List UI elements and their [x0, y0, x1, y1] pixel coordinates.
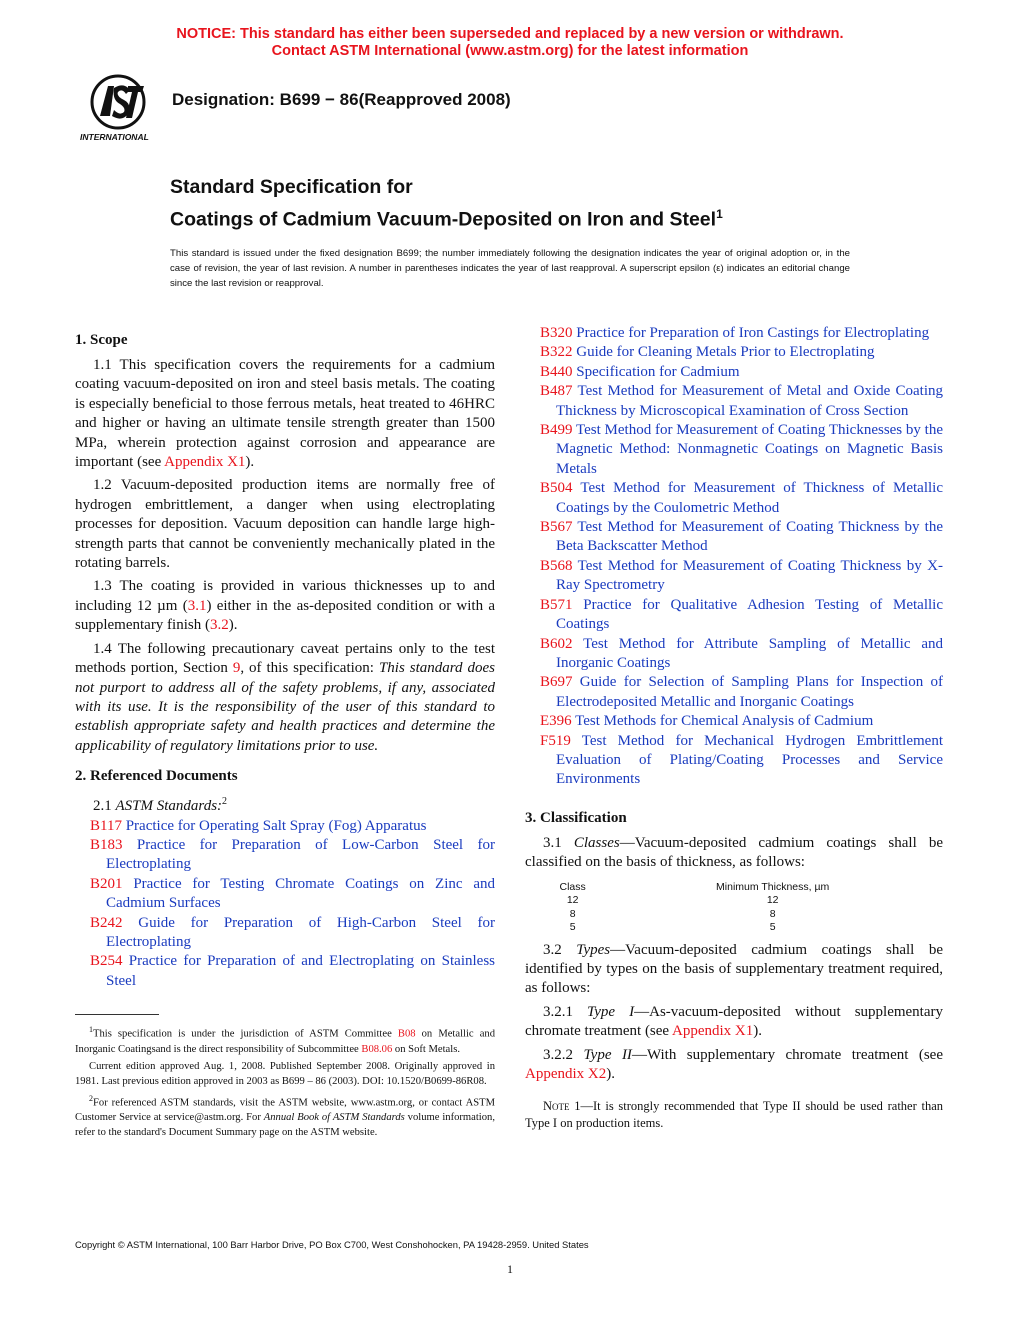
- reference-item: [525, 479, 943, 518]
- scope-1-3-text: 1.3 The coating is provided in various thicknesses up to and including 12 µm (: [75, 578, 495, 614]
- table-cell: 8: [569, 907, 576, 920]
- reference-title-link[interactable]: Test Method for Measurement of Coating Thicknesses by the Magnetic Method: Nonmagnetic Coatings on Magnetic Basis Metals: [556, 422, 943, 477]
- section-heading-classification: 3. Classification: [525, 809, 627, 826]
- reference-item: [525, 382, 943, 421]
- reference-title-link[interactable]: Practice for Operating Salt Spray (Fog) Apparatus: [121, 817, 427, 834]
- reference-code-link[interactable]: B201: [90, 875, 123, 892]
- scope-1-2: 1.2 Vacuum-deposited production items are normally free of hydrogen embrittlement, a danger when using electroplating processes for deposition. Vacuum deposition can handle large high-strength parts that cannot be conveniently mechanically plated in the rotating barrels.: [75, 477, 495, 572]
- note-text: —It is strongly recommended that Type II should be used rather than Type I on production items.: [525, 1099, 943, 1131]
- table-row: [535, 894, 935, 908]
- scope-1-1-text: 1.1 This specification covers the requirements for a cadmium coating vacuum-deposited on iron and steel basis metals. The coating is especially beneficial to those ferrous metals, heat treated to 46HRC and higher or having an ultimate tensile strength greater than 1500 MPa, wherein protection against corrosion and appearance are important (see: [75, 357, 495, 471]
- type-ii-label: Type II: [583, 1046, 632, 1063]
- footnote-2-mark: 2: [89, 1093, 93, 1103]
- reference-code-link[interactable]: B567: [540, 519, 573, 536]
- safety-caveat: This standard does not purport to address all of the safety problems, if any, associated with its use. It is the responsibility of the user of this standard to establish appropriate safety and health practices and determine the applicability of regulatory limitations prior to use.: [75, 660, 496, 754]
- reference-code-link[interactable]: B254: [90, 953, 123, 970]
- table-header-thickness: Minimum Thickness, µm: [716, 880, 830, 893]
- committee-b08-link[interactable]: B08: [397, 1028, 416, 1040]
- section-heading-referenced: 2. Referenced Documents: [75, 768, 238, 785]
- page-number: 1: [507, 1262, 513, 1276]
- referenced-footnote-mark: 2: [222, 796, 228, 808]
- appendix-x2-link[interactable]: Appendix X2: [525, 1066, 607, 1082]
- table-cell: 5: [769, 921, 776, 934]
- table-row: [535, 921, 935, 935]
- type-i-label: Type I: [587, 1003, 635, 1020]
- classification-3-2-1: [525, 1003, 943, 1042]
- reference-item: [75, 875, 495, 914]
- reference-item: [525, 421, 943, 479]
- section-3-2-link[interactable]: 3.2: [209, 617, 229, 634]
- reference-title-link[interactable]: Practice for Testing Chromate Coatings on Zinc and Cadmium Surfaces: [106, 875, 495, 912]
- designation: Designation: B699 − 86(Reapproved 2008): [172, 90, 511, 109]
- notice-line-2: Contact ASTM International (www.astm.org) for the latest information: [271, 43, 749, 59]
- reference-code-link[interactable]: F519: [540, 732, 571, 749]
- reference-title-link[interactable]: Test Method for Measurement of Thickness of Metallic Coatings by the Coulometric Method: [556, 480, 943, 516]
- reference-code-link[interactable]: B571: [540, 596, 573, 613]
- page-title: [170, 174, 723, 234]
- reference-title-link[interactable]: Practice for Preparation of and Electroplating on Stainless Steel: [106, 953, 495, 989]
- classification-3-1-num: 3.1: [543, 834, 574, 851]
- referenced-intro-num: 2.1: [93, 798, 116, 815]
- title-line-2: [170, 201, 723, 234]
- footnote-1-mark: 1: [89, 1025, 93, 1034]
- title-footnote-mark: 1: [716, 207, 723, 221]
- scope-1-3: [75, 577, 495, 635]
- section-heading-scope: 1. Scope: [75, 332, 128, 348]
- reference-item: [525, 518, 943, 557]
- reference-title-link[interactable]: Specification for Cadmium: [572, 363, 740, 380]
- title-line-1: Standard Specification for: [170, 176, 413, 198]
- reference-title-link[interactable]: Test Method for Measurement of Coating Thickness by X-Ray Spectrometry: [556, 557, 943, 594]
- reference-code-link[interactable]: B697: [540, 674, 573, 691]
- reference-title-link[interactable]: Practice for Preparation of Iron Castings for Electroplating: [572, 325, 930, 341]
- reference-title-link[interactable]: Test Method for Measurement of Metal and Oxide Coating Thickness by Microscopical Examination of Cross Section: [556, 383, 943, 419]
- footnote-2-end: volume information, refer to the standard's Document Summary page on the ASTM website.: [75, 1112, 495, 1139]
- reference-item: [75, 836, 495, 875]
- reference-item: [75, 817, 495, 836]
- classification-3-2-2-end: ).: [606, 1066, 615, 1082]
- reference-code-link[interactable]: B440: [540, 363, 573, 380]
- reference-item: [525, 673, 943, 712]
- table-cell: 5: [569, 921, 576, 934]
- table-cell: 8: [769, 907, 776, 920]
- reference-title-link[interactable]: Guide for Selection of Sampling Plans for Inspection of Electrodeposited Metallic and Inorganic Coatings: [556, 674, 943, 710]
- reference-title-link[interactable]: Guide for Preparation of High-Carbon Steel for Electroplating: [106, 914, 495, 950]
- classification-3-2-num: 3.2: [543, 941, 577, 958]
- classes-table: [535, 881, 935, 935]
- classification-3-2-1-end: ).: [753, 1023, 763, 1040]
- reference-code-link[interactable]: B183: [90, 836, 123, 853]
- logo-text: INTERNATIONAL: [80, 132, 149, 142]
- reference-item: [525, 557, 943, 596]
- reference-code-link[interactable]: B320: [540, 325, 573, 341]
- types-label: Types: [576, 941, 611, 958]
- reference-title-link[interactable]: Test Method for Measurement of Coating Thickness by the Beta Backscatter Method: [556, 519, 943, 555]
- scope-1-1: [75, 356, 495, 472]
- scope-1-1-end: ).: [245, 454, 255, 471]
- referenced-intro: [75, 792, 495, 816]
- reference-item: [75, 952, 495, 991]
- reference-code-link[interactable]: B242: [90, 914, 123, 931]
- reference-code-link[interactable]: B117: [90, 817, 122, 834]
- footnotes: [75, 1022, 495, 1142]
- reference-item: [525, 732, 943, 790]
- footnote-2-text: For referenced ASTM standards, visit the ASTM website, www.astm.org, or contact ASTM Customer Service at service@astm.org. For: [75, 1097, 495, 1124]
- reference-code-link[interactable]: B487: [540, 383, 573, 400]
- reference-code-link[interactable]: B568: [540, 557, 573, 574]
- reference-item: [525, 635, 943, 674]
- reference-code-link[interactable]: B499: [540, 422, 573, 439]
- notice-line-1: NOTICE: This standard has either been superseded and replaced by a new version or withdrawn.: [176, 26, 844, 42]
- classification-3-2-2-text: —With supplementary chromate treatment (see: [631, 1046, 943, 1063]
- classification-3-2-text: —Vacuum-deposited cadmium coatings shall be identified by types on the basis of supplementary treatment required, as follows:: [525, 941, 943, 997]
- classification-3-2-2-num: 3.2.2: [543, 1046, 584, 1063]
- reference-title-link[interactable]: Test Methods for Chemical Analysis of Cadmium: [571, 713, 874, 730]
- reference-code-link[interactable]: B504: [540, 480, 573, 497]
- table-row: [535, 908, 935, 922]
- reference-title-link[interactable]: Test Method for Mechanical Hydrogen Embrittlement Evaluation of Plating/Coating Processes and Service Environments: [556, 732, 943, 788]
- right-reference-list: [525, 324, 943, 790]
- footnote-1-end: on Soft Metals.: [392, 1043, 460, 1055]
- reference-item: [75, 914, 495, 953]
- reference-code-link[interactable]: B602: [540, 635, 573, 652]
- footnote-1-mid: on Metallic and Inorganic Coatingsand is the direct responsibility of Subcommittee: [75, 1028, 495, 1055]
- classification-3-1-text: —Vacuum-deposited cadmium coatings shall be classified on the basis of thickness, as follows:: [525, 834, 943, 871]
- copyright: Copyright © ASTM International, 100 Barr Harbor Drive, PO Box C700, West Conshohocken, PA 19428-2959. United States: [75, 1239, 589, 1250]
- reference-code-link[interactable]: B322: [540, 344, 573, 361]
- table-cell: 12: [766, 894, 779, 907]
- scope-1-4: [75, 640, 495, 756]
- note-label: Note 1: [543, 1099, 581, 1114]
- footnote-1-text: This specification is under the jurisdiction of ASTM Committee: [93, 1028, 398, 1040]
- appendix-x1-link[interactable]: Appendix X1: [672, 1023, 754, 1040]
- classification-3-2-1-num: 3.2.1: [543, 1003, 588, 1020]
- issued-note: This standard is issued under the fixed designation B699; the number immediately following the designation indicates the year of original adoption or, in the case of revision, the year of last revision. A number in parentheses indicates the year of last reapproval. A superscript epsilon (ε) indicates an editorial change since the last revision or reapproval.: [170, 248, 850, 289]
- title-line-2-text: Coatings of Cadmium Vacuum-Deposited on Iron and Steel: [170, 208, 717, 231]
- supersede-notice: [0, 26, 1020, 60]
- section-9-link[interactable]: 9: [232, 660, 241, 677]
- reference-item: [525, 363, 943, 382]
- reference-code-link[interactable]: E396: [540, 713, 572, 730]
- reference-title-link[interactable]: Test Method for Attribute Sampling of Metallic and Inorganic Coatings: [556, 635, 943, 671]
- footnote-1-edition: Current edition approved Aug. 1, 2008. Published September 2008. Originally approved in 1981. Last previous edition approved in 2003 as B699 – 86 (2003). DOI: 10.1520/B0699-86R08.: [75, 1060, 495, 1087]
- footnote-1: [75, 1022, 495, 1057]
- classes-label: Classes: [573, 834, 620, 851]
- reference-item: [525, 324, 943, 343]
- referenced-intro-label: ASTM Standards:: [115, 798, 223, 815]
- scope-1-4-mid: , of this specification:: [240, 660, 379, 677]
- footnote-2: [75, 1091, 495, 1141]
- reference-title-link[interactable]: Practice for Qualitative Adhesion Testing of Metallic Coatings: [556, 596, 943, 633]
- section-3-1-link[interactable]: 3.1: [187, 597, 207, 614]
- appendix-x1-link[interactable]: Appendix X1: [164, 454, 246, 471]
- scope-1-3-mid: ) either in the as-deposited condition or with a supplementary finish (: [75, 597, 495, 634]
- reference-title-link[interactable]: Guide for Cleaning Metals Prior to Electroplating: [572, 344, 875, 361]
- subcommittee-b08-06-link[interactable]: B08.06: [361, 1043, 393, 1055]
- classification-3-2: [525, 941, 943, 999]
- reference-item: [525, 596, 943, 635]
- right-column: [525, 324, 943, 1136]
- reference-item: [525, 343, 943, 362]
- table-header-class: Class: [559, 880, 586, 893]
- classification-3-2-2: [525, 1046, 943, 1085]
- left-column: [75, 324, 495, 991]
- note-1: [525, 1098, 943, 1132]
- reference-item: [525, 712, 943, 731]
- footnote-divider: [75, 1014, 159, 1015]
- annual-book-title: Annual Book of ASTM Standards: [263, 1112, 405, 1124]
- classification-3-1: [525, 834, 943, 873]
- classification-3-2-1-text: —As-vacuum-deposited without supplementary chromate treatment (see: [525, 1003, 944, 1040]
- table-cell: 12: [566, 894, 579, 907]
- table-header-row: [535, 881, 935, 895]
- astm-logo-icon: [74, 72, 162, 144]
- scope-1-4-text: 1.4 The following precautionary caveat pertains only to the test methods portion, Section: [75, 640, 495, 677]
- reference-title-link[interactable]: Practice for Preparation of Low-Carbon Steel for Electroplating: [106, 836, 495, 873]
- scope-1-3-end: ).: [228, 617, 238, 634]
- left-reference-list: [75, 817, 495, 992]
